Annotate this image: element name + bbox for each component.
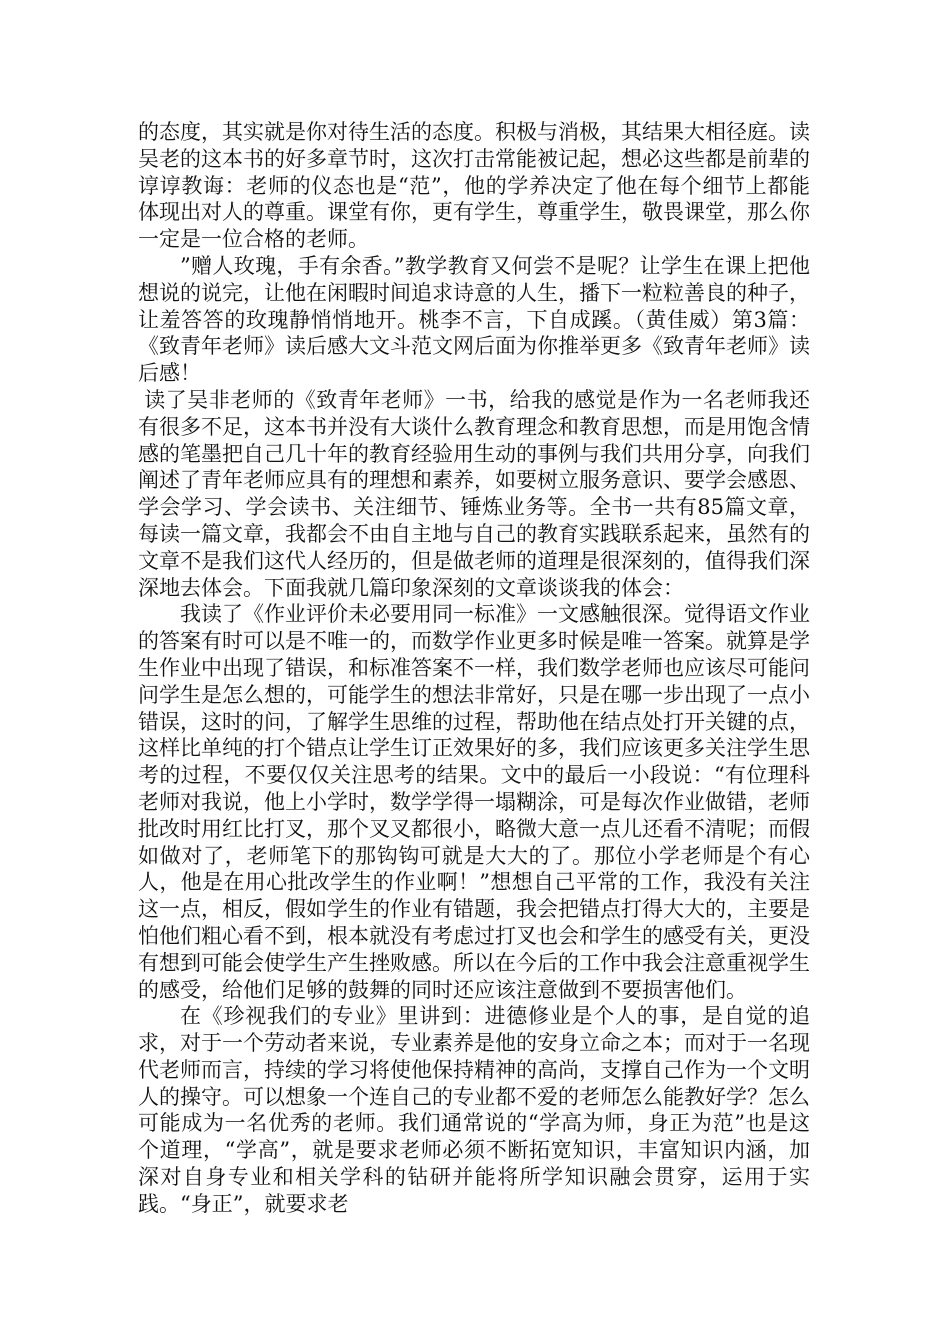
paragraph-1: 的态度，其实就是你对待生活的态度。积极与消极，其结果大相径庭。读吴老的这本书的好多章节时，这次打击常能被记起，想必这些都是前辈的谆谆教诲：老师的仪态也是“范”，他的学养决定了他在每个细节上都能体现出对人的尊重。课堂有你，更有学生，尊重学生，敬畏课堂，那么你一定是一位合格的老师。: [138, 120, 810, 252]
paragraph-2: ”赠人玫瑰，手有余香。”教学教育又何尝不是呢？让学生在课上把他想说的说完，让他在闲暇时间追求诗意的人生，播下一粒粒善良的种子，让羞答答的玫瑰静悄悄地开。桃李不言，下自成蹊。（黄佳威）第3篇：《致青年老师》读后感大文斗范文网后面为你推举更多《致青年老师》读后感！: [138, 253, 810, 386]
paragraph-4: 我读了《作业评价未必要用同一标准》一文感触很深。觉得语文作业的答案有时可以是不唯一的，而数学作业更多时候是唯一答案。就算是学生作业中出现了错误，和标准答案不一样，我们数学老师也应该尽可能问问学生是怎么想的，可能学生的想法非常好，只是在哪一步出现了一点小错误，这时的问，了解学生思维的过程，帮助他在结点处打开关键的点，这样比单纯的打个错点让学生订正效果好的多，我们应该更多关注学生思考的过程，不要仅仅关注思考的结果。文中的最后一小段说：“有位理科老师对我说，他上小学时，数学学得一塌糊涂，可是每次作业做错，老师批改时用红比打叉，那个叉叉都很小，略微大意一点儿还看不清呢；而假如做对了，老师笔下的那钩钩可就是大大的了。那位小学老师是个有心人，他是在用心批改学生的作业啊！”想想自己平常的工作，我没有关注这一点，相反，假如学生的作业有错题，我会把错点打得大大的，主要是怕他们粗心看不到，根本就没有考虑过打叉也会和学生的感受有关，更没有想到可能会使学生产生挫败感。所以在今后的工作中我会注意重视学生的感受，给他们足够的鼓舞的同时还应该注意做到不要损害他们。: [138, 602, 810, 1002]
paragraph-5: 在《珍视我们的专业》里讲到：进德修业是个人的事，是自觉的追求，对于一个劳动者来说，专业素养是他的安身立命之本；而对于一名现代老师而言，持续的学习将使他保持精神的高尚，支撑自己作为一个文明人的操守。可以想象一个连自己的专业都不爱的老师怎么能教好学？怎么可能成为一名优秀的老师。我们通常说的“学高为师，身正为范”也是这个道理，“学高”，就是要求老师必须不断拓宽知识，丰富知识内涵，加深对自身专业和相关学科的钻研并能将所学知识融会贯穿，运用于实践。“身正”，就要求老: [138, 1004, 810, 1216]
paragraph-3: 读了吴非老师的《致青年老师》一书，给我的感觉是作为一名老师我还有很多不足，这本书并没有大谈什么教育理念和教育思想，而是用饱含情感的笔墨把自己几十年的教育经验用生动的事例与我们共用分享，向我们阐述了青年老师应具有的理想和素养，如要树立服务意识、要学会感恩、学会学习、学会读书、关注细节、锤炼业务等。全书一共有85篇文章，每读一篇文章，我都会不由自主地与自己的教育实践联系起来，虽然有的文章不是我们这代人经历的，但是做老师的道理是很深刻的，值得我们深深地去体会。下面我就几篇印象深刻的文章谈谈我的体会：: [138, 387, 810, 600]
document-body: [138, 119, 810, 1218]
